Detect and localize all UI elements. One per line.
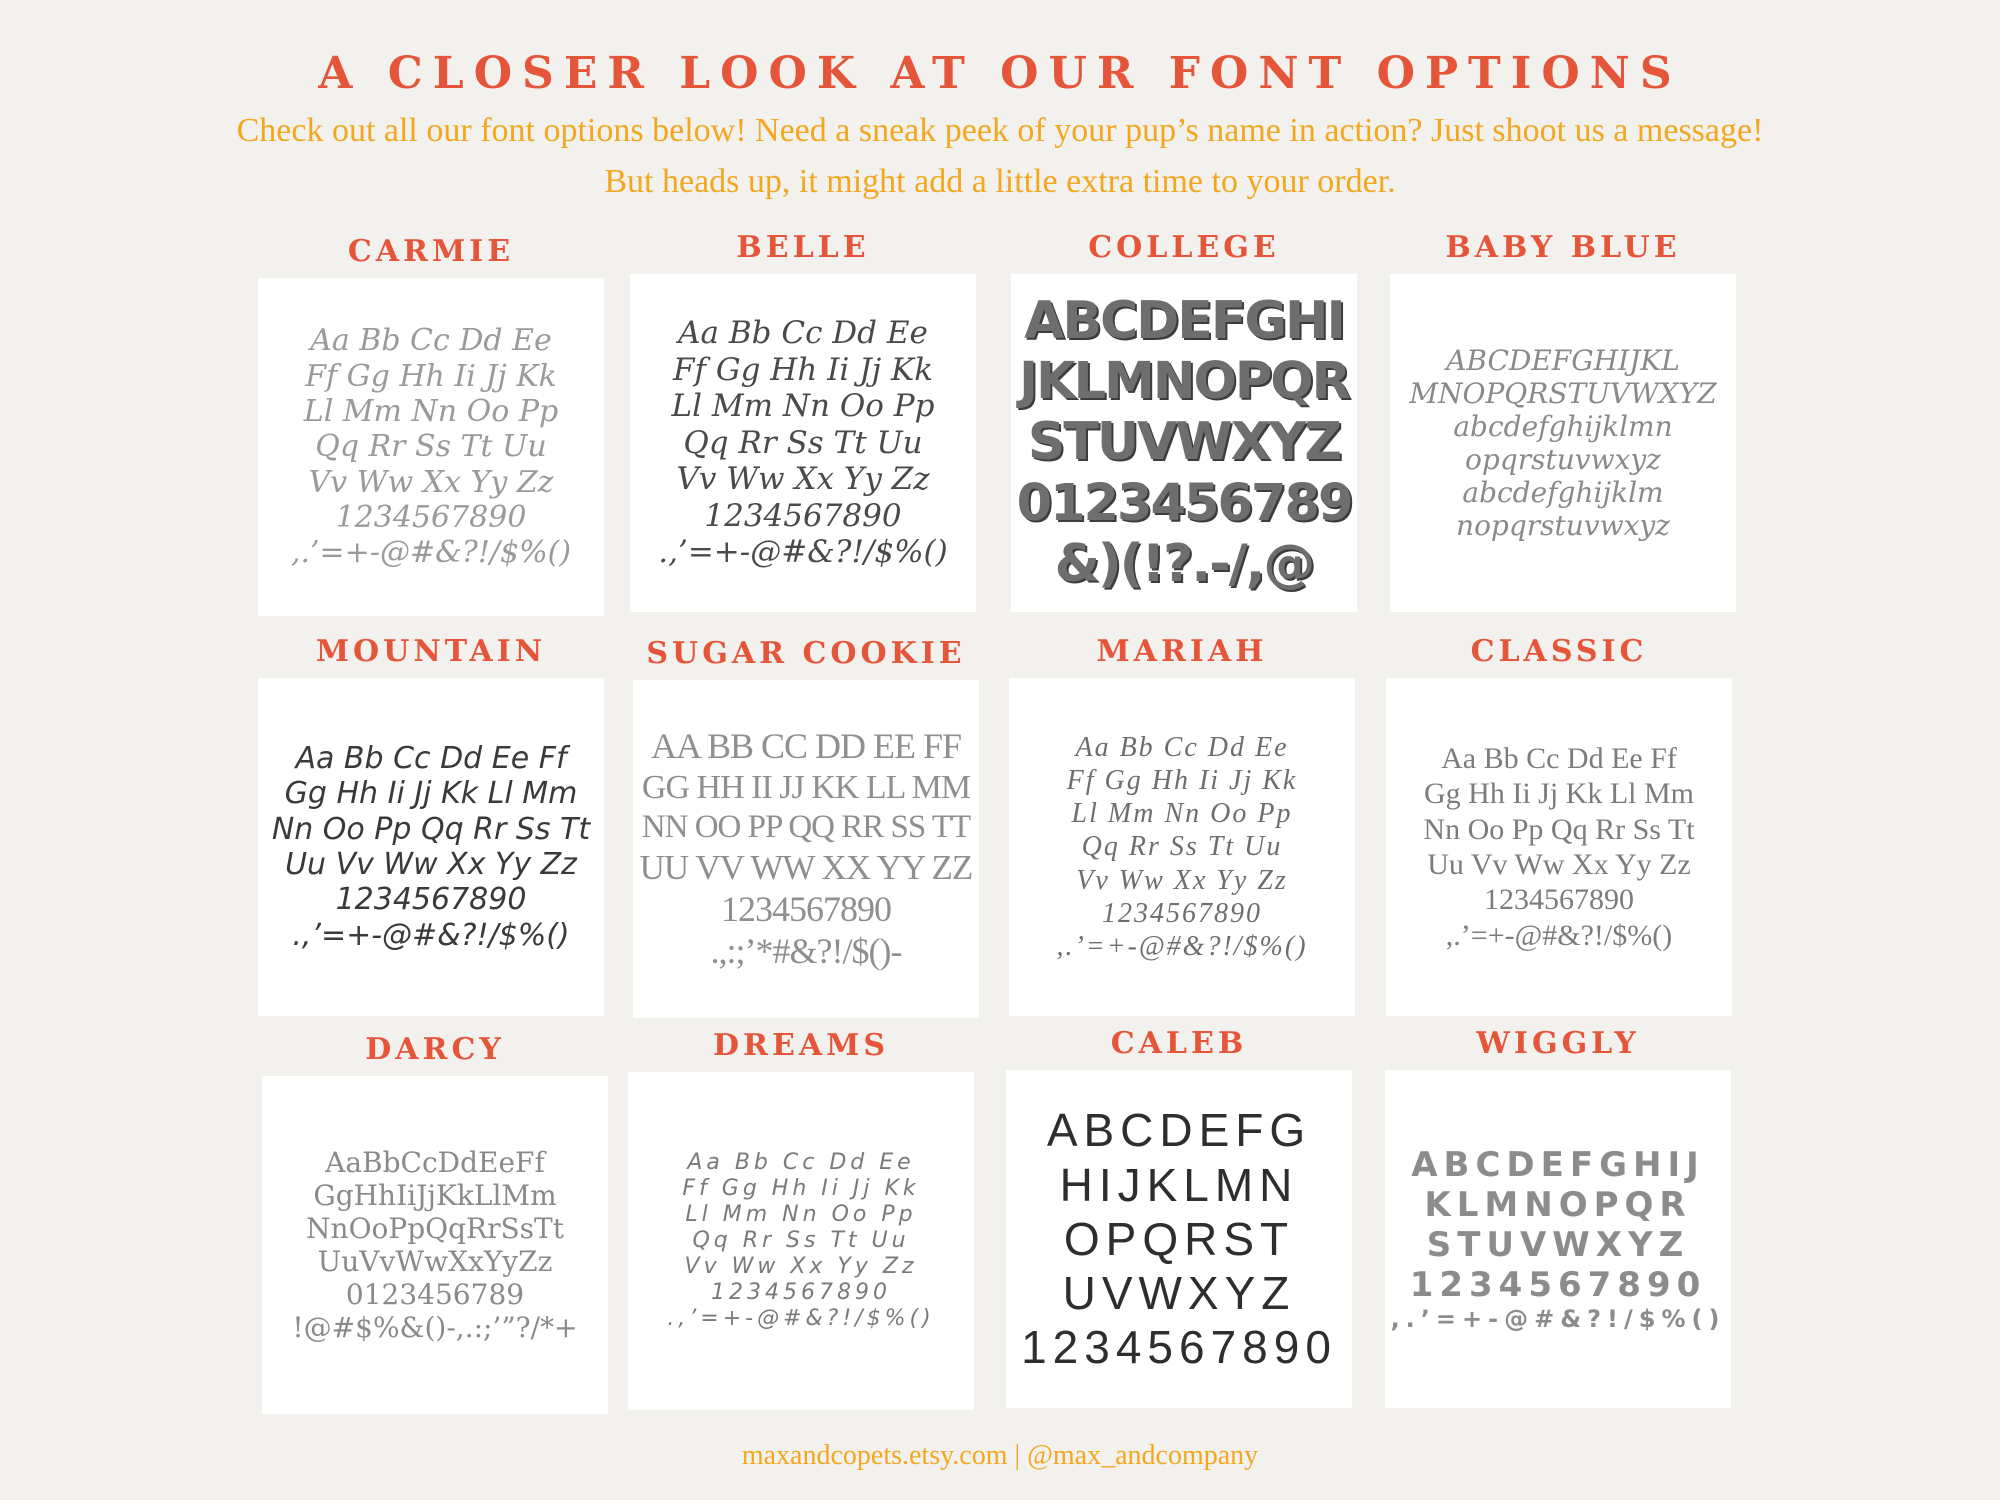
sample-line: 1234567890 [721, 888, 891, 929]
sample-line: GgHhIiJjKkLlMm [313, 1178, 557, 1212]
font-sample-card [1006, 1070, 1352, 1408]
sample-line: .,’=+-@#&?!/$%() [667, 1305, 935, 1331]
sample-line: GG HH II JJ KK LL MM [641, 768, 971, 806]
font-cell-mariah [1009, 630, 1355, 1016]
sample-line: JKLMNOPQR [1019, 352, 1349, 412]
font-cell-caleb [1006, 1022, 1352, 1408]
sample-line: .,’=+-@#&?!/$%() [292, 917, 570, 953]
sample-line: .,:;’*#&?!/$()- [710, 931, 902, 972]
sample-line: Ll Mm Nn Oo Pp [685, 1202, 917, 1228]
sample-line: ABCDEFGHIJKL [1446, 343, 1680, 377]
sample-line: 0123456789 [345, 1278, 525, 1312]
font-name: DARCY [365, 1032, 505, 1067]
font-cell-carmie [258, 230, 604, 616]
sample-line: Aa Bb Cc Dd Ee Ff [295, 740, 567, 776]
font-name: WIGGLY [1476, 1026, 1640, 1061]
sample-line: ,.’=+-@#&?!/$%() [1056, 930, 1308, 962]
page-title: A CLOSER LOOK AT OUR FONT OPTIONS [318, 48, 1682, 99]
sample-line: Vv Ww Xx Yy Zz [308, 464, 554, 500]
sample-line: 1234567890 [335, 500, 527, 536]
sample-line: Aa Bb Cc Dd Ee [1075, 732, 1289, 764]
sample-line: ,.’=+-@#&?!/$%() [290, 535, 572, 571]
sample-line: Ll Mm Nn Oo Pp [671, 388, 935, 425]
subtitle-line-2: But heads up, it might add a little extra time to your order. [604, 163, 1396, 200]
sample-line: ,.’=+-@#&?!/$%() [1390, 1305, 1726, 1334]
sample-line: AaBbCcDdEeFf [325, 1145, 545, 1179]
font-cell-darcy [262, 1028, 608, 1414]
subtitle-line-1: Check out all our font options below! Need a sneak peek of your pup’s name in action? Just shoot us a message! [236, 112, 1764, 149]
sample-line: Gg Hh Ii Jj Kk Ll Mm [1424, 777, 1694, 811]
font-name: DREAMS [713, 1028, 889, 1063]
sample-line: Nn Oo Pp Qq Rr Ss Tt [271, 811, 591, 847]
font-name: MOUNTAIN [315, 634, 547, 669]
font-name: BELLE [736, 230, 870, 265]
sample-line: ,.’=+-@#&?!/$%() [1445, 918, 1673, 952]
font-sample-card [1009, 678, 1355, 1016]
sample-line: Gg Hh Ii Jj Kk Ll Mm [284, 776, 578, 812]
sample-line: Aa Bb Cc Dd Ee Ff [1441, 741, 1677, 775]
sample-line: !@#$%&()-,.:;’”?/*+ [292, 1311, 578, 1345]
sample-line: Qq Rr Ss Tt Uu [1081, 831, 1283, 863]
sample-line: 1234567890 [704, 497, 902, 534]
sample-line: Ff Gg Hh Ii Jj Kk [1066, 765, 1298, 797]
font-cell-sugar-cookie [633, 632, 979, 1018]
font-sample-card [630, 274, 976, 612]
sample-line: AA BB CC DD EE FF [650, 726, 962, 767]
sample-line: opqrstuvwxyz [1465, 443, 1661, 476]
sample-line: Aa Bb Cc Dd Ee [678, 314, 928, 351]
font-sample-card [258, 678, 604, 1016]
sample-line: .,’=+-@#&?!/$%() [658, 534, 948, 571]
sample-line: Aa Bb Cc Dd Ee [687, 1150, 915, 1176]
sample-line: 1234567890 [335, 882, 527, 918]
sample-line: ABCDEFGHIJ [1411, 1144, 1705, 1185]
font-name: CARMIE [347, 234, 515, 269]
sample-line: abcdefghijklmn [1453, 409, 1673, 443]
sample-line: Ll Mm Nn Oo Pp [303, 393, 559, 429]
sample-line: STUVWXYZ [1426, 1224, 1690, 1265]
font-sample-card [1011, 274, 1357, 612]
font-sample-card [633, 680, 979, 1018]
sample-line: &)(!?.-/,@ [1054, 533, 1314, 594]
sample-line: Uu Vv Ww Xx Yy Zz [285, 847, 577, 882]
sample-line: Qq Rr Ss Tt Uu [683, 424, 923, 461]
font-cell-classic [1386, 630, 1732, 1016]
sample-line: Qq Rr Ss Tt Uu [692, 1228, 910, 1254]
font-name: CLASSIC [1470, 634, 1648, 669]
sample-line: abcdefghijklm [1462, 476, 1664, 510]
font-sample-card [1390, 274, 1736, 612]
font-sample-card [1385, 1070, 1731, 1408]
sample-line: 1234567890 [1409, 1264, 1707, 1305]
sample-line: UVWXYZ [1062, 1267, 1296, 1320]
font-cell-mountain [258, 630, 604, 1016]
font-sample-card [262, 1076, 608, 1414]
sample-line: Qq Rr Ss Tt Uu [315, 429, 547, 465]
sample-line: UU VV WW XX YY ZZ [639, 847, 973, 887]
sample-line: NN OO PP QQ RR SS TT [641, 808, 971, 845]
sample-line: ABCDEFGHI [1024, 290, 1344, 351]
sample-line: KLMNOPQR [1424, 1184, 1692, 1225]
sample-line: Ll Mm Nn Oo Pp [1071, 798, 1293, 830]
font-cell-dreams [628, 1024, 974, 1410]
sample-line: Aa Bb Cc Dd Ee [310, 323, 552, 359]
font-name: SUGAR COOKIE [646, 636, 966, 671]
footer-shop-links: maxandcopets.etsy.com | @max_andcompany [741, 1440, 1259, 1471]
font-sample-card [258, 278, 604, 616]
sample-line: Ff Gg Hh Ii Jj Kk [305, 358, 557, 394]
sample-line: ABCDEFG [1046, 1104, 1312, 1157]
sample-line: 1234567890 [1021, 1321, 1337, 1374]
sample-line: Vv Ww Xx Yy Zz [1076, 864, 1288, 896]
font-cell-belle [630, 226, 976, 612]
sample-line: OPQRST [1063, 1212, 1295, 1265]
font-sample-card [1386, 678, 1732, 1016]
sample-line: Vv Ww Xx Yy Zz [676, 461, 930, 498]
sample-line: MNOPQRSTUVWXYZ [1409, 376, 1717, 410]
sample-line: 1234567890 [1102, 897, 1262, 929]
font-name: MARIAH [1096, 634, 1268, 669]
sample-line: HIJKLMN [1059, 1158, 1299, 1211]
sample-line: NnOoPpQqRrSsTt [306, 1211, 564, 1245]
font-cell-baby-blue [1390, 226, 1736, 612]
sample-line: UuVvWwXxYyZz [317, 1245, 553, 1278]
sample-line: Ff Gg Hh Ii Jj Kk [672, 351, 933, 388]
sample-line: 1234567890 [711, 1279, 891, 1305]
sample-line: nopqrstuvwxyz [1456, 509, 1670, 543]
sample-line: 0123456789 [1016, 473, 1352, 533]
sample-line: Uu Vv Ww Xx Yy Zz [1427, 848, 1691, 881]
font-cell-wiggly [1385, 1022, 1731, 1408]
font-name: BABY BLUE [1445, 230, 1681, 265]
sample-line: Ff Gg Hh Ii Jj Kk [682, 1176, 920, 1202]
sample-line: 1234567890 [1484, 883, 1634, 917]
font-name: COLLEGE [1088, 230, 1280, 265]
font-cell-college [1011, 226, 1357, 612]
sample-line: Nn Oo Pp Qq Rr Ss Tt [1423, 812, 1695, 846]
sample-line: Vv Ww Xx Yy Zz [684, 1253, 918, 1279]
sample-line: STUVWXYZ [1027, 412, 1341, 473]
font-name: CALEB [1110, 1026, 1248, 1061]
font-sample-card [628, 1072, 974, 1410]
